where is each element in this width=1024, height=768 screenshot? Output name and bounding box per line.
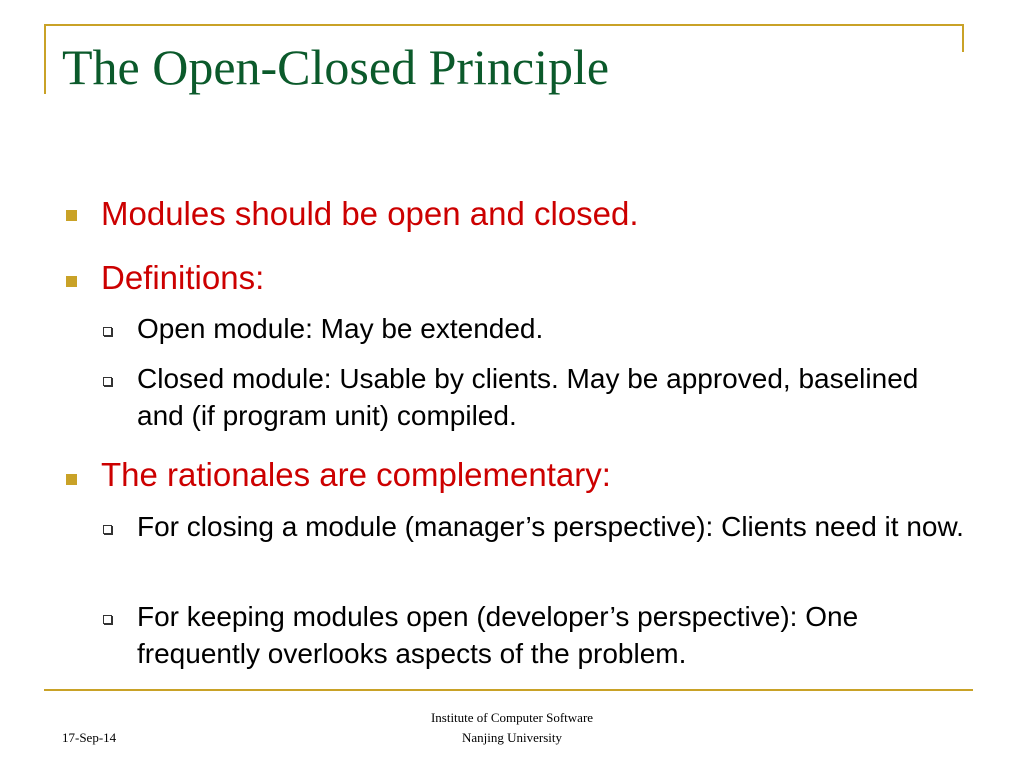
footer-institute-line2: Nanjing University	[461, 730, 562, 745]
right-rule	[962, 24, 964, 52]
hollow-square-bullet-icon	[103, 327, 112, 336]
bullet-rationales: The rationales are complementary:	[101, 456, 611, 493]
footer-rule	[44, 689, 973, 691]
slide-title: The Open-Closed Principle	[62, 39, 610, 95]
bullet-modules: Modules should be open and closed.	[101, 195, 639, 232]
bullet-definitions: Definitions:	[101, 259, 265, 296]
footer-institute-line1: Institute of Computer Software	[430, 710, 594, 725]
sub-bullet-closed-module: Closed module: Usable by clients. May be approved, baselined and (if program unit) compiled.	[137, 363, 919, 431]
square-bullet-icon	[66, 276, 77, 287]
hollow-square-bullet-icon	[103, 525, 112, 534]
hollow-square-bullet-icon	[103, 615, 112, 624]
square-bullet-icon	[66, 210, 77, 221]
footer-date: 17-Sep-14	[62, 730, 117, 745]
sub-bullet-closing-module: For closing a module (manager’s perspective): Clients need it now.	[137, 511, 964, 542]
top-rule	[44, 24, 964, 26]
footer-institute	[362, 708, 662, 748]
sub-bullet-open-module: Open module: May be extended.	[137, 313, 544, 344]
square-bullet-icon	[66, 474, 77, 485]
hollow-square-bullet-icon	[103, 377, 112, 386]
sub-bullet-keeping-open: For keeping modules open (developer’s perspective): One frequently overlooks aspects of the problem.	[137, 601, 859, 669]
left-rule	[44, 24, 46, 94]
